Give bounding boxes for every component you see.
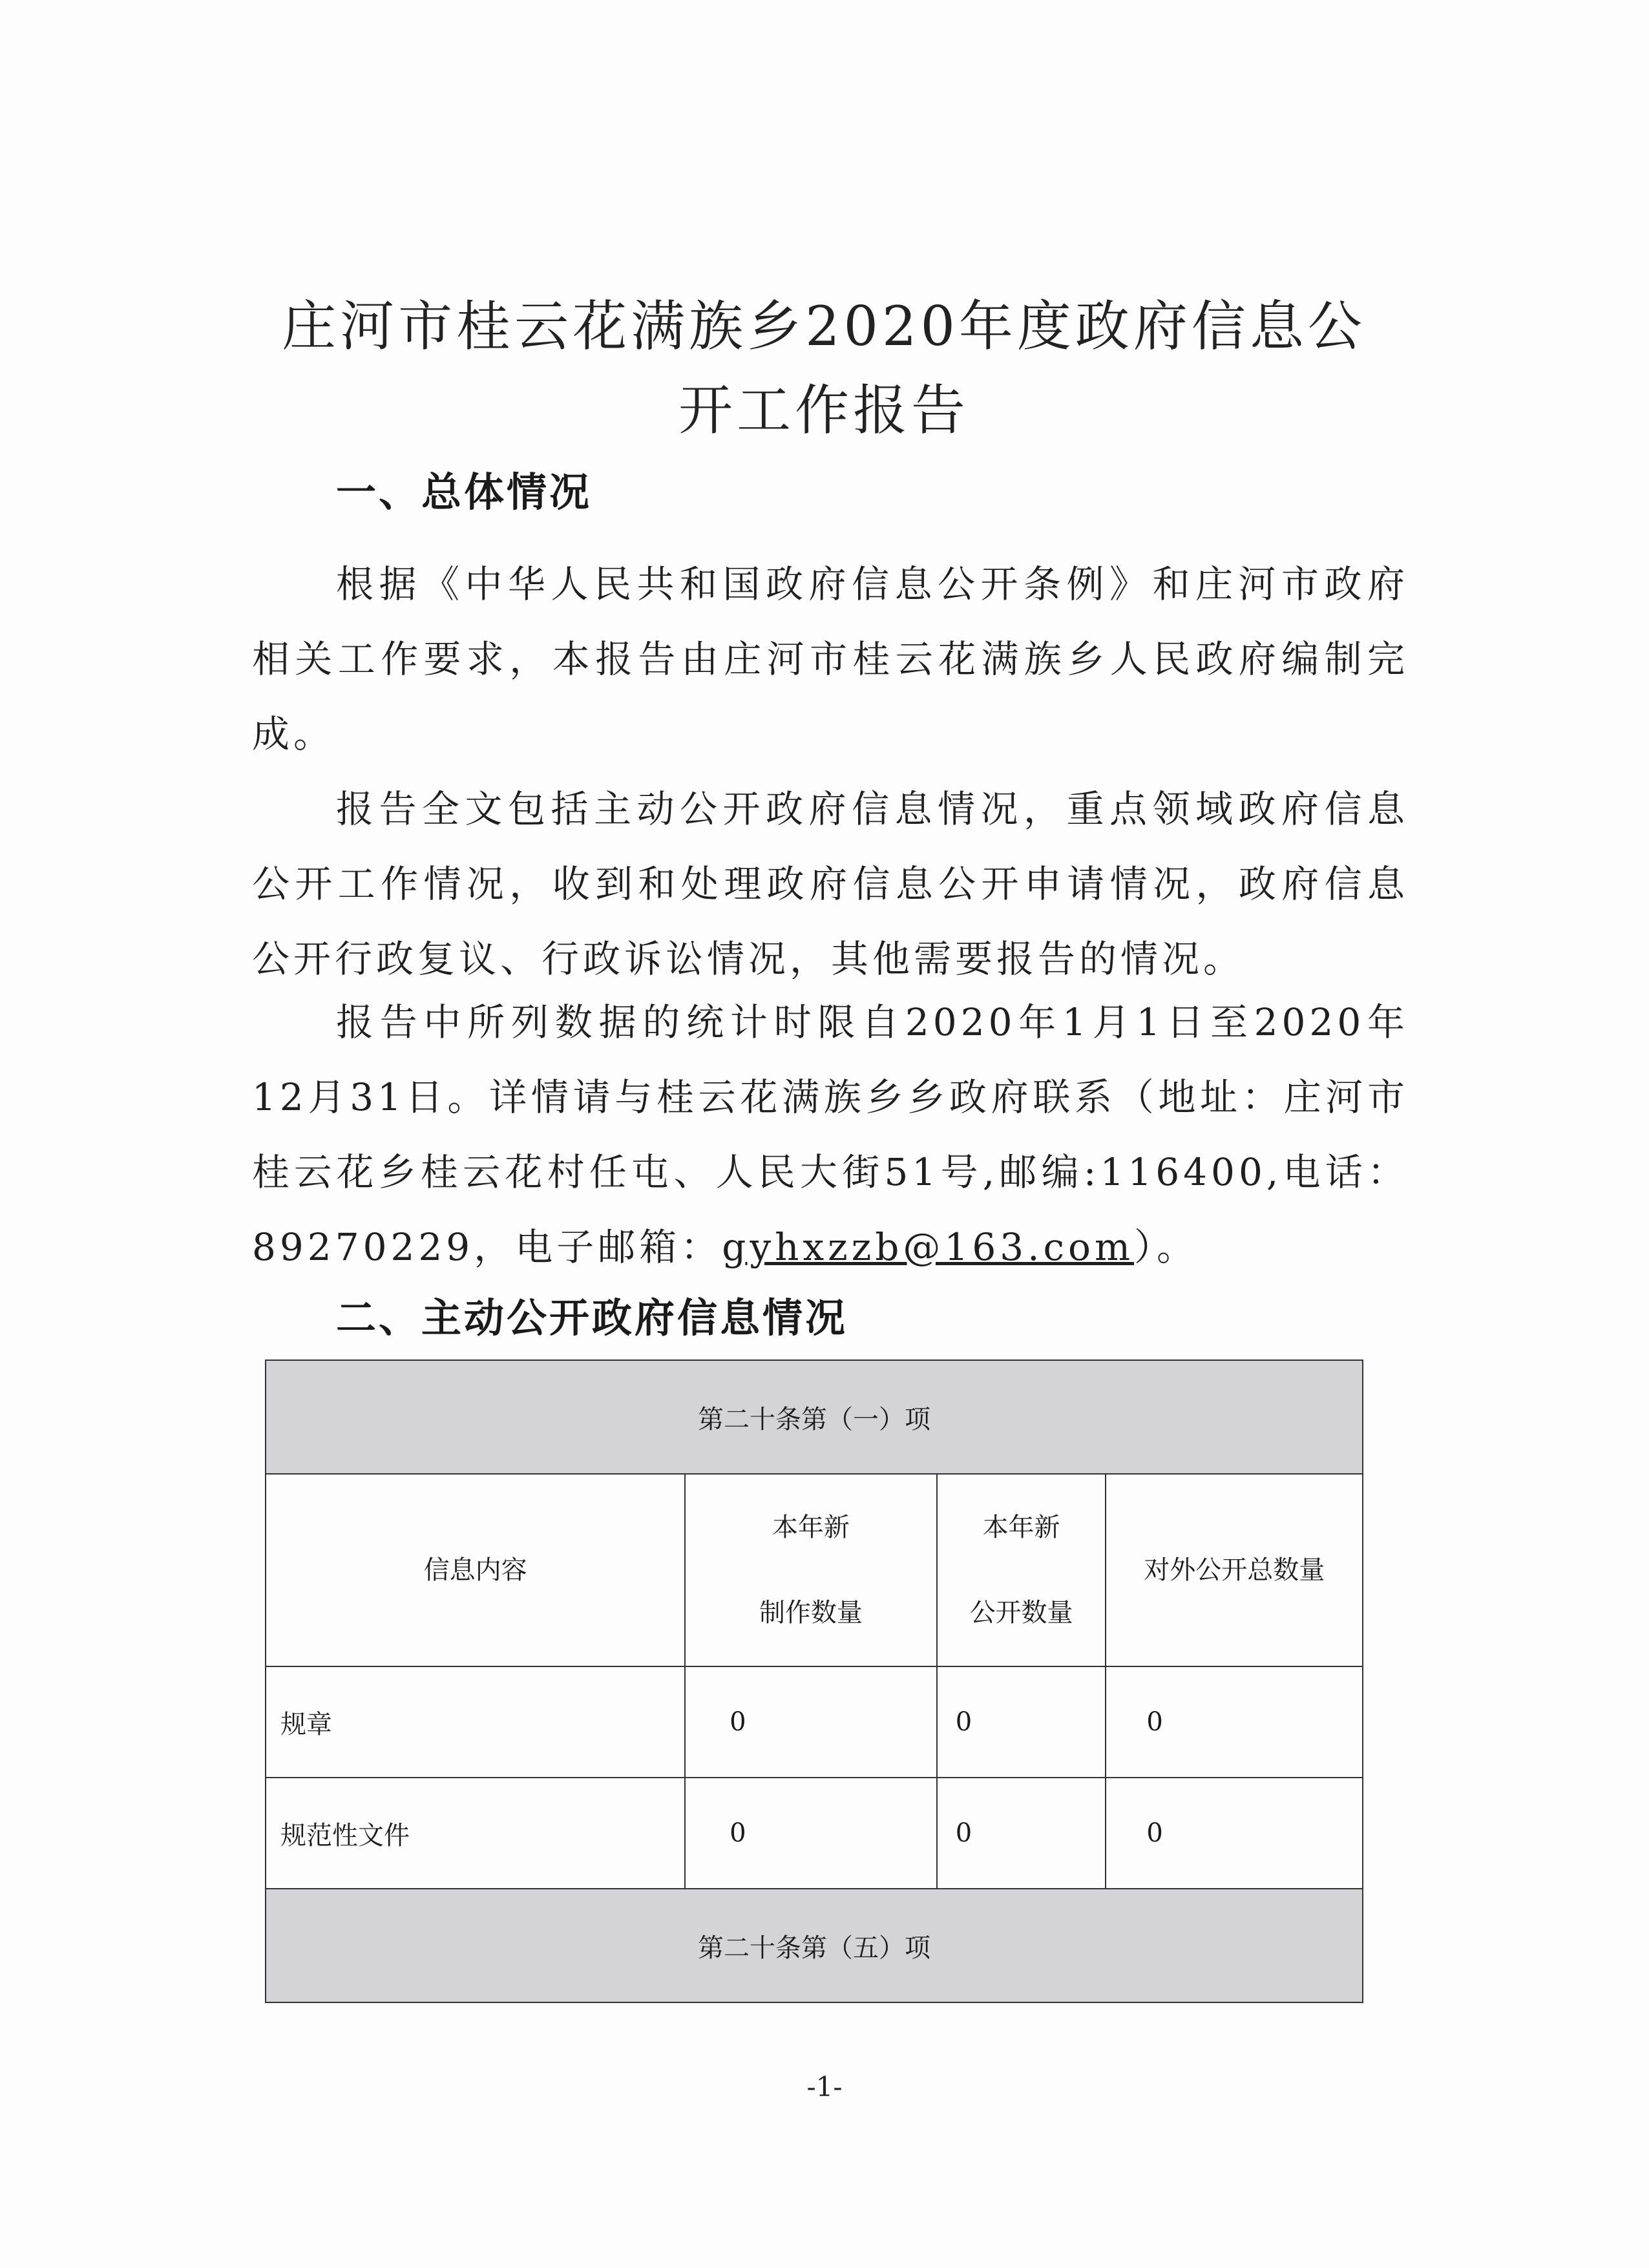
title-line-2: 开工作报告 (678, 379, 969, 442)
row-total: 0 (1106, 1778, 1363, 1889)
table-header-row (266, 1474, 1363, 1666)
table-section-row (266, 1889, 1363, 2002)
paragraph-contents: 报告全文包括主动公开政府信息情况，重点领域政府信息公开工作情况，收到和处理政府信息公开申请情况，政府信息公开行政复议、行政诉讼情况，其他需要报告的情况。 (252, 787, 1409, 981)
contact-text-end: ）。 (1133, 1225, 1198, 1269)
row-new-public: 0 (937, 1666, 1106, 1778)
row-label: 规章 (266, 1666, 685, 1778)
row-new-made: 0 (685, 1666, 937, 1778)
row-new-public: 0 (937, 1778, 1106, 1889)
header-new-public-line1: 本年新 (982, 1513, 1060, 1542)
page-number: -1- (806, 2071, 843, 2103)
paragraph-statistics-contact (252, 985, 1409, 1285)
header-new-public-line2: 公开数量 (969, 1598, 1073, 1628)
table-section-row (266, 1360, 1363, 1474)
header-info-content: 信息内容 (266, 1474, 685, 1666)
header-total-public: 对外公开总数量 (1106, 1474, 1363, 1666)
title-line-1: 庄河市桂云花满族乡2020年度政府信息公 (282, 295, 1366, 358)
contact-text: 报告中所列数据的统计时限自2020年1月1日至2020年12月31日。详情请与桂云花满族乡乡政府联系（地址：庄河市桂云花乡桂云花村任屯、人民大街51号,邮编:116400,电话：89270229，电子邮箱： (252, 1000, 1409, 1269)
paragraph-basis: 根据《中华人民共和国政府信息公开条例》和庄河市政府相关工作要求，本报告由庄河市桂云花满族乡人民政府编制完成。 (252, 562, 1409, 756)
header-new-made (685, 1474, 937, 1666)
row-total: 0 (1106, 1666, 1363, 1778)
section-heading-overview: 一、总体情况 (336, 468, 593, 516)
email-link[interactable]: gyhxzzb@163.com (722, 1225, 1134, 1269)
header-new-made-line1: 本年新 (772, 1513, 850, 1542)
row-new-made: 0 (685, 1778, 937, 1889)
table-row (266, 1666, 1363, 1778)
section-heading-proactive-disclosure: 二、主动公开政府信息情况 (336, 1294, 848, 1341)
section-row-label: 第二十条第（一）项 (266, 1360, 1363, 1474)
section-row-label: 第二十条第（五）项 (266, 1889, 1363, 2002)
row-label: 规范性文件 (266, 1778, 685, 1889)
header-new-public (937, 1474, 1106, 1666)
header-new-made-line2: 制作数量 (759, 1598, 863, 1628)
report-title (246, 284, 1402, 452)
disclosure-table (265, 1360, 1363, 2003)
table-row (266, 1778, 1363, 1889)
